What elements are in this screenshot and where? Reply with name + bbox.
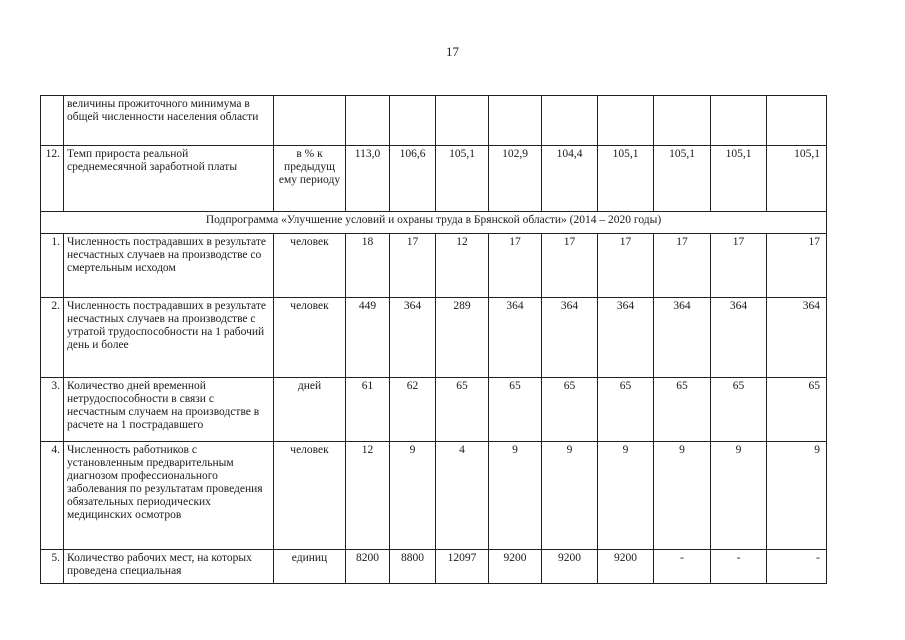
value-cell: 364 [598, 298, 654, 378]
value-cell: 449 [346, 298, 390, 378]
value-cell: 65 [654, 378, 711, 442]
value-cell: 105,1 [767, 146, 827, 212]
value-cell: 9 [542, 442, 598, 550]
unit-cell: в % к предыдущ ему периоду [274, 146, 346, 212]
value-cell: 113,0 [346, 146, 390, 212]
table-row [41, 550, 827, 584]
value-cell: 8200 [346, 550, 390, 584]
indicator-name: Численность пострадавших в результате несчастных случаев на производстве со смертельным исходом [64, 234, 274, 298]
value-cell [436, 96, 489, 146]
value-cell: 9 [711, 442, 767, 550]
indicator-name: Количество рабочих мест, на которых проведена специальная [64, 550, 274, 584]
value-cell: 65 [436, 378, 489, 442]
table-row [41, 96, 827, 146]
value-cell: 4 [436, 442, 489, 550]
value-cell: 62 [390, 378, 436, 442]
value-cell: 364 [711, 298, 767, 378]
value-cell [390, 96, 436, 146]
value-cell: 105,1 [598, 146, 654, 212]
value-cell: 106,6 [390, 146, 436, 212]
table-row [41, 146, 827, 212]
value-cell: - [654, 550, 711, 584]
indicator-name: Темп прироста реальной среднемесячной заработной платы [64, 146, 274, 212]
value-cell [346, 96, 390, 146]
value-cell: 364 [654, 298, 711, 378]
indicators-table [40, 95, 827, 584]
value-cell: 12 [346, 442, 390, 550]
value-cell: - [767, 550, 827, 584]
value-cell: 9200 [598, 550, 654, 584]
value-cell: 17 [542, 234, 598, 298]
value-cell: 8800 [390, 550, 436, 584]
table-row [41, 442, 827, 550]
value-cell: 65 [598, 378, 654, 442]
value-cell: 9 [489, 442, 542, 550]
value-cell: 12 [436, 234, 489, 298]
value-cell [767, 96, 827, 146]
value-cell: 17 [711, 234, 767, 298]
value-cell: 17 [767, 234, 827, 298]
section-title: Подпрограмма «Улучшение условий и охраны труда в Брянской области» (2014 – 2020 годы) [41, 212, 827, 234]
value-cell: 102,9 [489, 146, 542, 212]
value-cell: 12097 [436, 550, 489, 584]
value-cell: 364 [767, 298, 827, 378]
table-row [41, 234, 827, 298]
value-cell: 9 [767, 442, 827, 550]
value-cell: 105,1 [436, 146, 489, 212]
value-cell: 104,4 [542, 146, 598, 212]
value-cell: 364 [542, 298, 598, 378]
value-cell: 105,1 [654, 146, 711, 212]
row-number: 4. [41, 442, 64, 550]
row-number: 5. [41, 550, 64, 584]
indicator-name: Количество дней временной нетрудоспособности в связи с несчастным случаем на производстве в расчете на 1 пострадавшего [64, 378, 274, 442]
value-cell [542, 96, 598, 146]
value-cell [598, 96, 654, 146]
value-cell: 17 [489, 234, 542, 298]
unit-cell [274, 96, 346, 146]
unit-cell: человек [274, 442, 346, 550]
row-number: 2. [41, 298, 64, 378]
table-row [41, 298, 827, 378]
indicator-name: величины прожиточного минимума в общей численности населения области [64, 96, 274, 146]
value-cell: 65 [767, 378, 827, 442]
value-cell: 9 [390, 442, 436, 550]
indicator-name: Численность пострадавших в результате несчастных случаев на производстве с утратой трудоспособности на 1 рабочий день и более [64, 298, 274, 378]
value-cell: 289 [436, 298, 489, 378]
value-cell [654, 96, 711, 146]
table-row [41, 378, 827, 442]
value-cell: 9200 [542, 550, 598, 584]
value-cell [489, 96, 542, 146]
value-cell: 17 [654, 234, 711, 298]
value-cell: 65 [711, 378, 767, 442]
page-number: 17 [446, 44, 459, 59]
section-row [41, 212, 827, 234]
value-cell: 364 [390, 298, 436, 378]
value-cell: 18 [346, 234, 390, 298]
value-cell [711, 96, 767, 146]
value-cell: 105,1 [711, 146, 767, 212]
unit-cell: человек [274, 298, 346, 378]
value-cell: 9 [598, 442, 654, 550]
row-number: 3. [41, 378, 64, 442]
value-cell: 65 [489, 378, 542, 442]
indicator-name: Численность работников с установленным предварительным диагнозом профессионального заболевания по результатам проведения обязательных периодических медицинских осмотров [64, 442, 274, 550]
value-cell: 65 [542, 378, 598, 442]
unit-cell: дней [274, 378, 346, 442]
value-cell: 9 [654, 442, 711, 550]
row-number [41, 96, 64, 146]
value-cell: - [711, 550, 767, 584]
value-cell: 17 [598, 234, 654, 298]
unit-cell: единиц [274, 550, 346, 584]
value-cell: 61 [346, 378, 390, 442]
value-cell: 17 [390, 234, 436, 298]
row-number: 1. [41, 234, 64, 298]
unit-cell: человек [274, 234, 346, 298]
row-number: 12. [41, 146, 64, 212]
value-cell: 9200 [489, 550, 542, 584]
value-cell: 364 [489, 298, 542, 378]
